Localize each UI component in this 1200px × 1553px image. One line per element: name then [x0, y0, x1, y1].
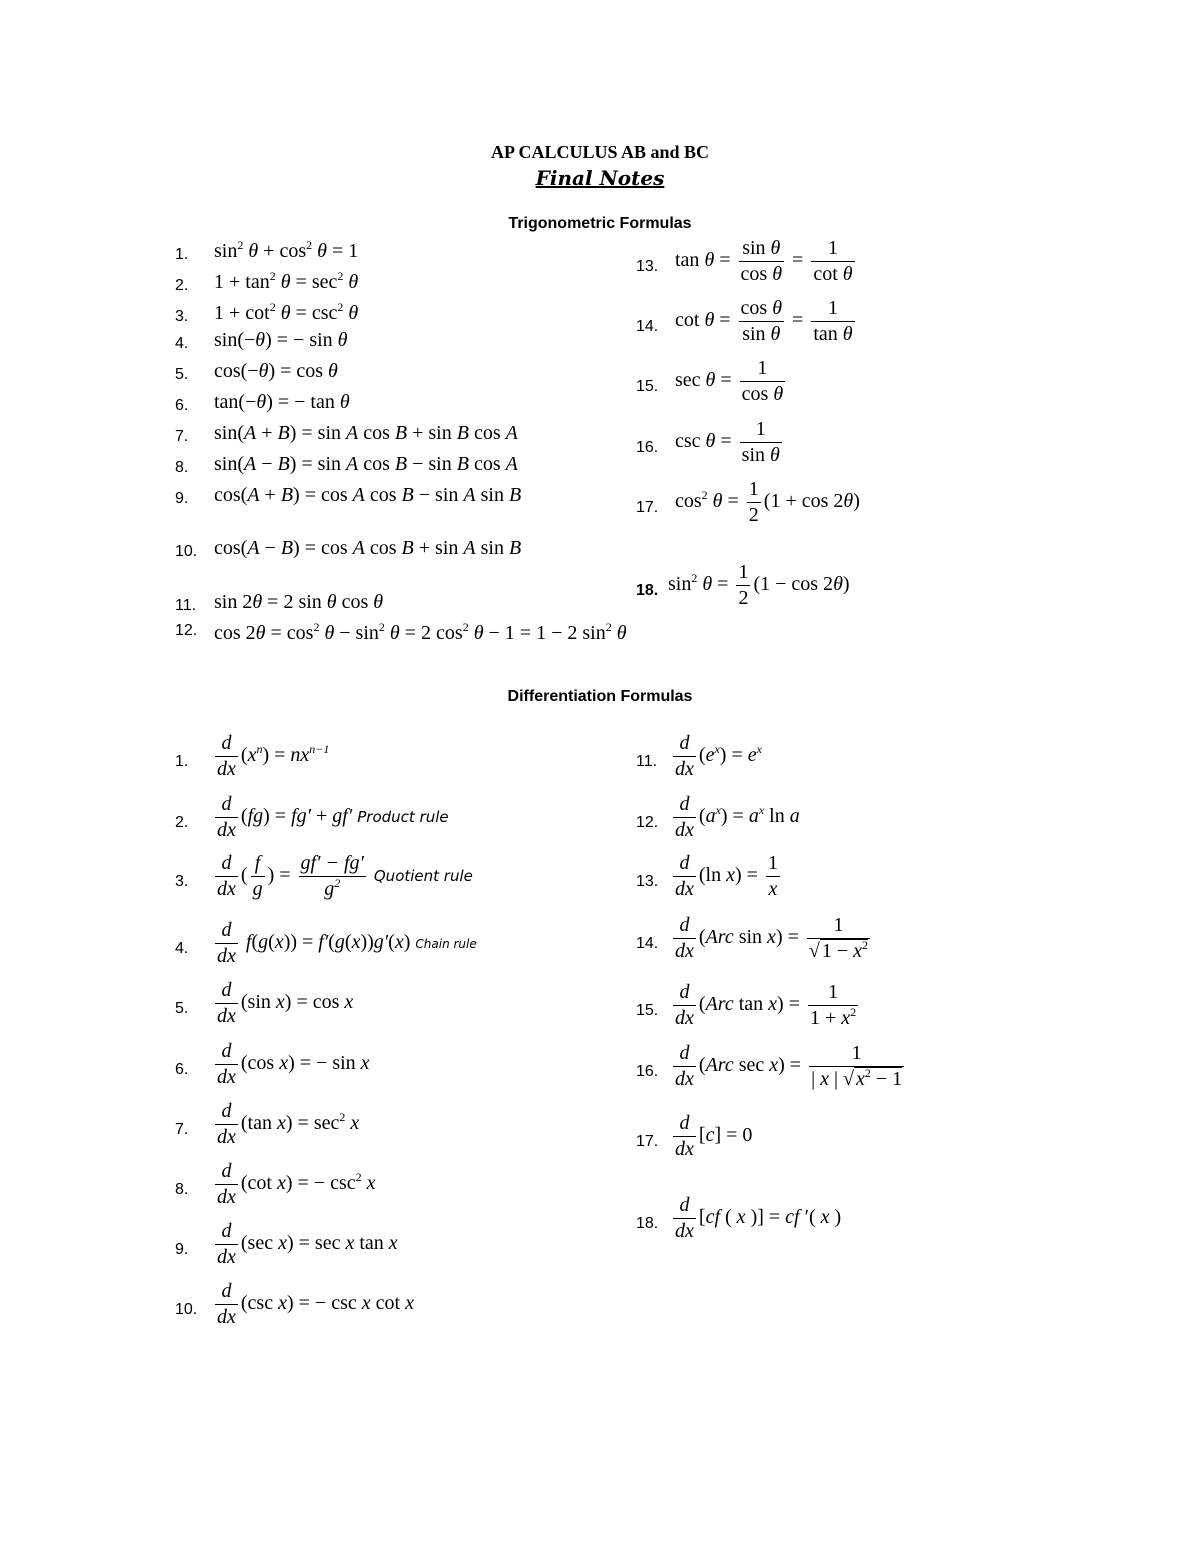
diff-formula-3: $\frac{d}{dx}$ ( $\frac{f}{g}$ ) = $\frac{gf' - fg'}{g^2}$ Quotient rule — [217, 852, 473, 900]
diff-number: 12. — [636, 814, 659, 831]
trig-number: 5. — [175, 366, 189, 383]
trig-number: 11. — [175, 597, 197, 614]
trig-formula-18: $\sin^2 \theta$ = $\frac{1}{2}$ (1 − cos 2θ) — [668, 561, 850, 609]
trig-number: 2. — [175, 277, 189, 294]
trig-formula-8: sin(A − B) = sin A cos B − sin B cos A — [214, 453, 518, 475]
diff-formula-16: $\frac{d}{dx}$ (Arc sec x) = $\frac{1}{| x | √ x^2 - 1}$ — [675, 1042, 903, 1090]
trig-number: 7. — [175, 428, 189, 445]
diff-formula-6: $\frac{d}{dx}$ (cos x) = − sin x — [217, 1040, 370, 1088]
diff-formula-9: $\frac{d}{dx}$ (sec x) = sec x tan x — [217, 1220, 398, 1268]
diff-number: 7. — [175, 1121, 189, 1138]
diff-number: 9. — [175, 1241, 189, 1258]
quotient-rule-label: Quotient rule — [373, 867, 473, 886]
diff-number: 8. — [175, 1181, 189, 1198]
trig-number: 1. — [175, 246, 189, 263]
diff-formula-13: $\frac{d}{dx}$ (ln x) = $\frac{1}{x}$ — [675, 852, 778, 900]
diff-formula-1: $\frac{d}{dx}$ $(x^n) = nx^{n-1}$ — [217, 732, 330, 780]
trig-number: 8. — [175, 459, 189, 476]
trig-formula-1: $\sin^2 \theta + \cos^2 \theta = 1$ — [214, 238, 359, 262]
trig-number: 17. — [636, 499, 659, 516]
diff-number: 17. — [636, 1133, 659, 1150]
diff-number: 1. — [175, 753, 189, 770]
diff-number: 15. — [636, 1002, 659, 1019]
trig-formula-11: sin 2θ = 2 sin θ cos θ — [214, 591, 384, 613]
diff-number: 5. — [175, 1000, 189, 1017]
trig-number: 18. — [636, 582, 659, 599]
trig-formula-2: $1 + \tan^2 \theta = \sec^2 \theta$ — [214, 269, 359, 293]
section-heading-diff: Differentiation Formulas — [507, 688, 693, 705]
trig-formula-6: tan(−θ) = − tan θ — [214, 391, 350, 413]
trig-number: 15. — [636, 378, 659, 395]
trig-formula-16: csc θ = $\frac{1}{\text{sin θ}}$ — [675, 418, 780, 466]
chain-rule-label: Chain rule — [415, 937, 477, 952]
diff-formula-10: $\frac{d}{dx}$ (csc x) = − csc x cot x — [217, 1280, 414, 1328]
page-subtitle: Final Notes — [535, 166, 665, 190]
diff-number: 18. — [636, 1215, 659, 1232]
diff-number: 16. — [636, 1063, 659, 1080]
page-title: AP CALCULUS AB and BC — [490, 142, 710, 162]
trig-number: 3. — [175, 308, 189, 325]
diff-number: 10. — [175, 1301, 198, 1318]
trig-number: 10. — [175, 543, 198, 560]
diff-formula-15: $\frac{d}{dx}$ (Arc tan x) = $\frac{1}{1 + x^2}$ — [675, 981, 857, 1029]
diff-number: 4. — [175, 940, 189, 957]
trig-number: 14. — [636, 318, 659, 335]
trig-formula-14: cot θ = $\frac{\text{cos θ}}{\text{sin θ}}$ = $\frac{1}{\text{tan θ}}$ — [675, 297, 853, 345]
diff-formula-4: $\frac{d}{dx}$ f(g(x)) = f′(g(x))g′(x) Chain rule — [217, 919, 477, 967]
diff-number: 2. — [175, 814, 189, 831]
trig-formula-10: cos(A − B) = cos A cos B + sin A sin B — [214, 537, 522, 559]
diff-number: 3. — [175, 873, 189, 890]
diff-formula-17: $\frac{d}{dx}$ [c] = 0 — [675, 1112, 753, 1160]
trig-number: 12. — [175, 622, 198, 639]
trig-number: 6. — [175, 397, 189, 414]
trig-number: 16. — [636, 439, 659, 456]
trig-formula-17: $\cos^2 \theta$ = $\frac{1}{2}$ (1 + cos 2θ) — [675, 478, 860, 526]
trig-formula-12: $\cos 2\theta = \cos^2 \theta - \sin^2 \theta = 2$ $\cos^2 \theta - 1 = 1 - 2$ $\sin^2 \theta$ — [214, 620, 627, 644]
diff-formula-8: $\frac{d}{dx}$ (cot x) = − $\csc^2 x$ — [217, 1160, 376, 1208]
diff-formula-5: $\frac{d}{dx}$ (sin x) = cos x — [217, 979, 354, 1027]
trig-formula-7: sin(A + B) = sin A cos B + sin B cos A — [214, 422, 518, 444]
diff-formula-14: $\frac{d}{dx}$ (Arc sin x) = $\frac{1}{√ 1 - x^2}$ — [675, 914, 869, 962]
diff-number: 6. — [175, 1061, 189, 1078]
trig-formula-9: cos(A + B) = cos A cos B − sin A sin B — [214, 484, 522, 506]
diff-number: 11. — [636, 753, 658, 770]
trig-number: 13. — [636, 258, 659, 275]
trig-formula-13: tan θ = $\frac{\text{sin θ}}{\text{cos θ}}$ = $\frac{1}{\text{cot θ}}$ — [675, 237, 853, 285]
diff-formula-2: $\frac{d}{dx}$ (fg) = fg′ + gf′ Product rule — [217, 793, 449, 841]
trig-formula-5: cos(−θ) = cos θ — [214, 360, 338, 382]
diff-formula-12: $\frac{d}{dx}$ $(a^x) = a^x$ ln a — [675, 793, 800, 841]
product-rule-label: Product rule — [357, 808, 449, 827]
diff-formula-11: $\frac{d}{dx}$ $(e^x) = e^x$ — [675, 732, 762, 780]
trig-formula-3: $1 + \cot^2 \theta = \csc^2 \theta$ — [214, 300, 359, 324]
trig-formula-15: sec θ = $\frac{1}{\text{cos θ}}$ — [675, 357, 784, 405]
section-heading-trig: Trigonometric Formulas — [508, 215, 692, 232]
trig-number: 9. — [175, 490, 189, 507]
diff-number: 13. — [636, 873, 659, 890]
diff-number: 14. — [636, 935, 659, 952]
diff-formula-18: $\frac{d}{dx}$ [cf ( x )] = cf ′( x ) — [675, 1194, 842, 1242]
trig-formula-4: sin(−θ) = − sin θ — [214, 329, 348, 351]
diff-formula-7: $\frac{d}{dx}$ (tan $x) = \sec^2 x$ — [217, 1100, 360, 1148]
trig-number: 4. — [175, 335, 189, 352]
